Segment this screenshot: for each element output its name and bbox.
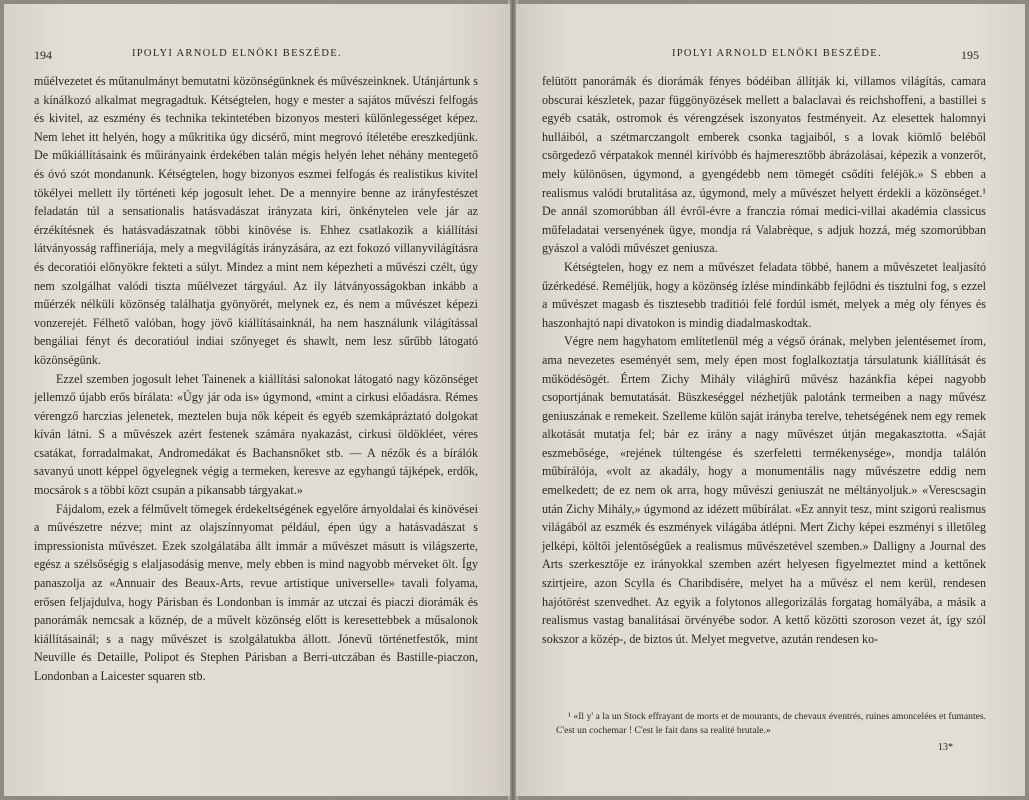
right-page [516,4,1025,796]
paragraph: Végre nem hagyhatom említetlenül még a végső órának, melyben jelentésemet írom, ama nevezetes eseményét sem, mely épen most foglalkoztatja társulatunk kiállítását és működésögét. Értem Zichy Mihály világhírű művész hazánkfia képei nagyobb csoportjának bemutatását. Büszkeséggel nézhetjük palotánk termeiben a nagy művész geniuszának e remekeit. Szelleme külön saját irányba terelve, tehetségének nem egy remek alkotását mutatja fel; bár ez irány a nagy művészet útján megakasztotta. «Saját eszmebősége, «rejének túltengése és szerfeletti termékenysége», mondja találón műbírálója, «volt az akadály, hogy a monumentális nagy művészetre eddig nem emelkedett; de ez nem ok arra, hogy művészi geniuszát ne méltányoljuk.» «Verescsagin után Zichy Mihály,» úgymond az idézett műbírálat. «Ez annyit tesz, mint szigorú realismus világából az eszmék és eszmények világába átlépni. Mert Zichy képei eszményi s illetőleg jelképi, költői jelentőségűek a realismus művészetével szemben.» Dalligny a Journal des Arts szerkesztője ez irányokkal szemben azért helyesen figyelmeztet mind a kettőnek szirtjeire, azon Scylla és Charibdisére, melyet ha a művész el nem kerül, rendesen hajótörést szenvedhet. Az egyik a folytonos allegorizálás forgatag homályába, a másik a realismus vastag banalitásai örvényébe sodor. A kettő közötti szoroson vezet át, így szól sokszor a közép-, de biztos út. Melyet megvetve, azután rendesen ko- [542,334,986,646]
footnote-text: ¹ «Il y' a la un Stock effrayant de morts et de mourants, de chevaux éventrés, ruines amoncelées et fumantes. C'est un cochemar ! C'est le fait dans sa realité brutale.» [556,711,986,736]
running-head-left: IPOLYI ARNOLD ELNÖKI BESZÉDE. [132,48,342,59]
paragraph: Kétségtelen, hogy ez nem a művészet feladata többé, hanem a művészetet lealjasító űzérkedésé. Reméljük, hogy a közönség ízlése mindinkább fejlődni és tisztulni fog, s ezzel a művészet magasb és tisztesebb traditiói felé fordúl ismét, melyek a még oly fényes és haszonhajtó napi divatokon is mindig diadalmaskodtak. [542,259,986,330]
right-page-body [542,72,986,648]
footnote [556,710,986,738]
paragraph: műélvezetet és műtanulmányt bemutatni közönségünknek és művészeinknek. Utánjártunk s a kínálkozó alkalmat megragadtuk. Kétségtelen, hogy e mester a sajátos művészi felfogás és kivitel, az eszmény és technika tekintetében bizonyos mesteri különlegességet képez. Nem lehet itt helyén, hogy a műkritika úgy dicsérő, mint megrovó ítéletébe ereszkedjünk. De műkiállításaink és műirányaink érdekében talán mégis helyén lehet néhány mentegető és óvó szót mondanunk. Kétségtelen, hogy bizonyos eszmei felfogás és realistikus kivitel tökélyei mellett ily történeti kép jogosult lehet. De a mennyire benne az irányfestészet feladatán túl a sensationalis hatásvadászat irányzata kiri, önkénytelen vele jár az érzékítésnek és hatásvadászatnak többi kinövése is. Ehhez csatlakozik a kiállítási látványosság raffineriája, mely a megvilágítás irányzására, az ezt fokozó villanyvilágításra és decoratiói előnyökre fekteti a súlyt. Mindez a mint nem képezheti a művészi czélt, úgy nem szolgálhat valódi tiszta műélvezet tárgyául. Az ily látványosságokban inkább a műérzék nélküli közönség találhatja gyönyörét, melynek ez, és nem a művészet képezi vonzerejét. Félhető valóban, hogy jövő kiállításainknál, ha nem használunk világítással bengáliai fényt és decoratióul indiai szőnyeget és shawlt, nem lesz sűrűbb látogató közönségünk. [34,74,478,367]
left-page [4,4,510,796]
paragraph: Ezzel szemben jogosult lehet Tainenek a kiállítási salonokat látogató nagy közönséget jellemző újabb erős bírálata: «Úgy jár oda is» úgymond, «mint a cirkusi előadásra. Rémes vérengző harczias jelenetek, meztelen buja nők képeit és egyéb szemkápráztató dolgokat kíván látni. S a művészek azért festenek számára nyakazást, cirkusi öldökléet, véres csatákat, forradalmakat, Andromedákat és Bachansnőket stb. — A nézők és a bírálók savanyú unott képpel ögyelegnek végig a termeken, keresve az egyhangú tájképek, erdők, mocsárok s a többi közt csupán a pikansabb tárgyakat.» [34,371,478,498]
paragraph: felütött panorámák és diorámák fényes bódéiban állítják ki, villamos világítás, camara obscurai készletek, pazar függönyözések mellett a balaclavai és reichshoffeni, a bastillei s egyéb csaták, ostromok és vérengzések iszonyatos festményeit. Az elesettek halomnyi hulláiból, a szétmarczangolt emberek csonka tagjaiból, s a lovak kiömlő beléből csörgedező vérpatakok mennél kirívóbb és hajmeresztőbb ábrázolásai, képezik a vonzerőt, mely különösen, úgymond, a gyengédebb nem tömegét csődíti feléjök.» S ebben a realismus valódi brutalitása az, úgymond, mely a művészet helyett érdekli a közönséget.¹ De annál szomorúbban áll évről-évre a franczia római medici-villai akadémia classicus műfeladatai versenyének ügye, mondja rá Valabrèque, s adjuk hozzá, még szomorúbban gyászol a valódi művészet geniusza. [542,74,986,256]
page-number-left: 194 [34,48,52,62]
left-page-body [34,72,478,686]
paragraph: Fájdalom, ezek a félművelt tömegek érdekeltségének egyelőre árnyoldalai és kinövései a művészetre nézve; mint az olajszínnyomat például, épen úgy a hatásvadászat s impressionista művészet. Ezek szolgálatába állt immár a művészet másutt is világszerte, egész a szélsőségig s elaljasodásig menve, mely ebben is mind nagyobb mérveket ölt. Így panaszolja az «Annuair des Beaux-Arts, revue artistique universelle» tavali folyama, erősen feljajdulva, hogy Párisban és Londonban is immár az utczai és piaczi diorámák és panorámák nemcsak a köznép, de a művelt közönség előtt is keresettebbek a műsalonok kiállításainál; s a nagy művészet is szolgálatukba állott. Jónevű történetfestők, mint Neuville és Detaille, Polipot és Stephen Párisban a Berri-utczában és Bastille-piaczon, Londonban a Laicester squaren stb. [34,501,478,683]
signature-mark: 13* [938,742,953,753]
running-head-right: IPOLYI ARNOLD ELNÖKI BESZÉDE. [672,48,882,59]
page-number-right: 195 [961,48,979,62]
